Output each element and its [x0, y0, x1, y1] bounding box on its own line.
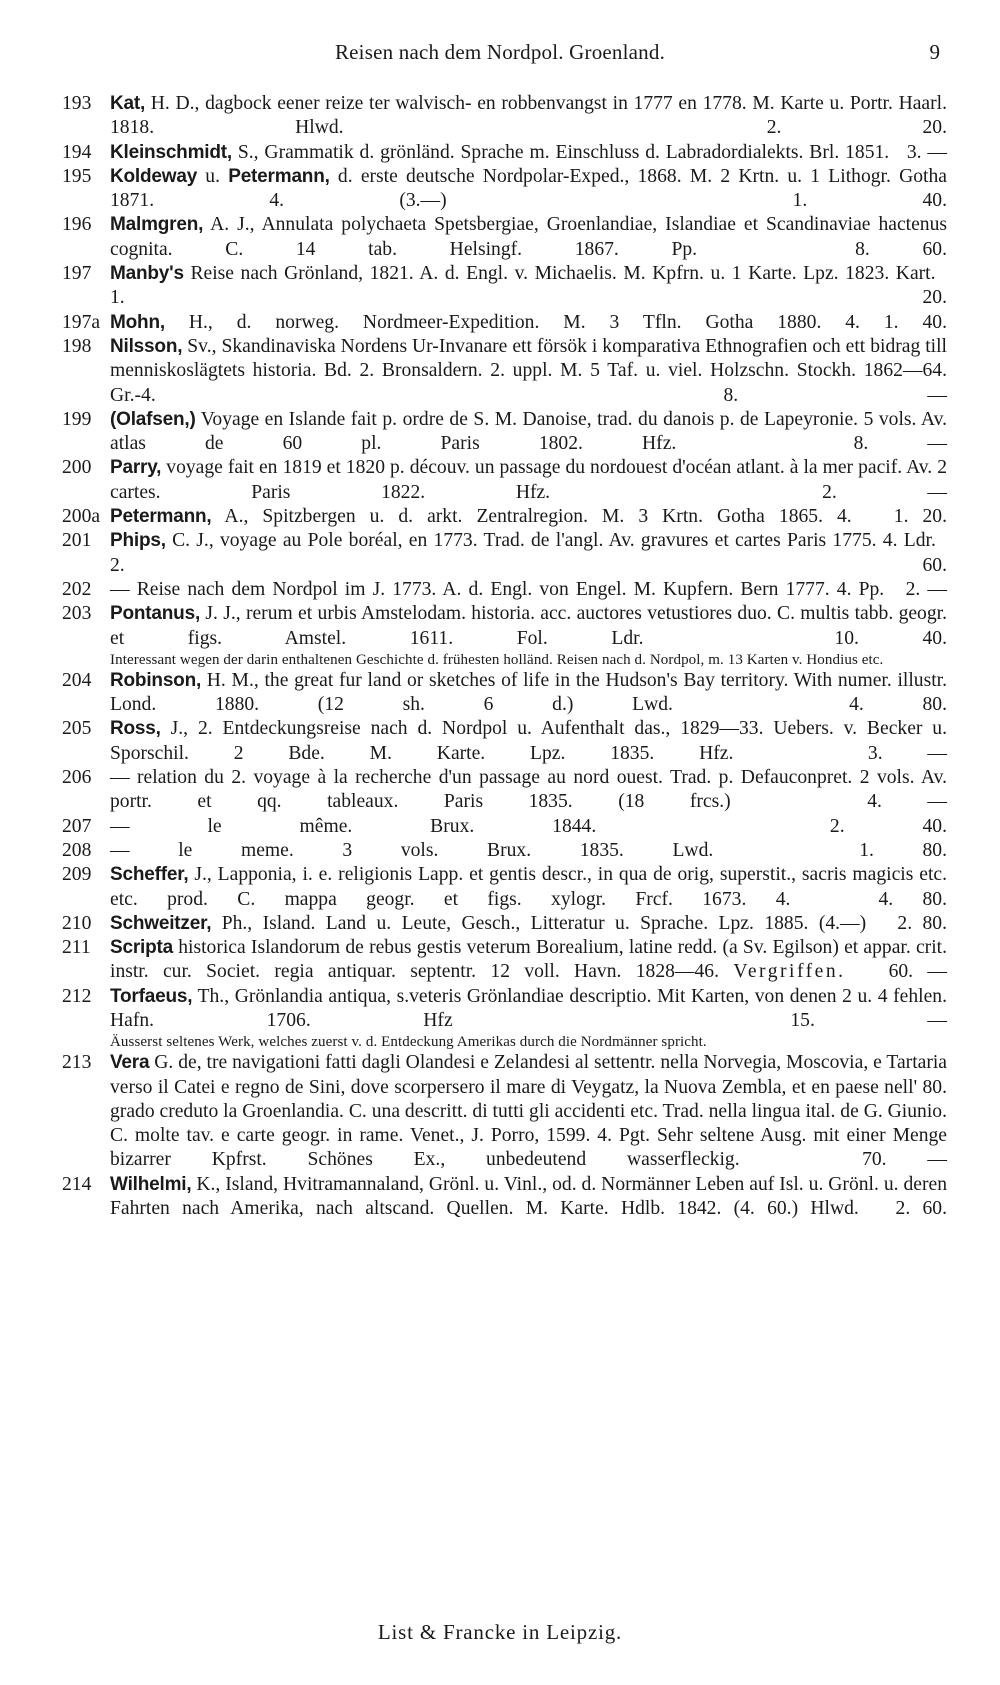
- author-name: (Olafsen,): [110, 408, 196, 430]
- entry-number: 196: [62, 214, 92, 236]
- entry-body: — le même. Brux. 1844.: [110, 815, 597, 837]
- author-name: Pontanus,: [110, 603, 201, 625]
- entry-body: H., d. norweg. Nordmeer-Expedition. M. 3 Tfln. Gotha 1880. 4. 1. 40.: [164, 311, 947, 333]
- entry-price: 3. —: [906, 141, 947, 163]
- catalog-entry: [62, 456, 947, 505]
- catalog-entry: [62, 213, 947, 262]
- entry-description: [110, 505, 947, 529]
- author-name: Phips,: [110, 530, 166, 552]
- entry-body: H. M., the great fur land or sketches of life in the Hudson's Bay territory. With numer. illustr. Lond. 1880. (12 sh. 6 d.) Lwd.: [110, 669, 947, 716]
- entry-description: [110, 936, 947, 985]
- entry-body: J. J., rerum et urbis Amstelodam. historia. acc. auctores vetustiores duo. C. multis tabb. geogr. et figs. Amstel. 1611. Fol. Ldr.: [110, 603, 947, 649]
- entry-description: [110, 1051, 947, 1172]
- catalog-entry: [62, 141, 947, 165]
- entry-body: Th., Grönlandia antiqua, s.veteris Grönlandiae descriptio. Mit Karten, von denen 2 u. 4 fehlen. Hafn. 1706. Hfz: [110, 985, 947, 1031]
- page-number: 9: [929, 40, 940, 64]
- catalog-entry: [62, 408, 947, 457]
- entry-number: 195: [62, 165, 92, 187]
- entry-price: 60. —: [888, 961, 947, 983]
- author-name: Manby's: [110, 263, 184, 285]
- catalog-entry: [62, 578, 947, 602]
- entry-number: 200: [62, 457, 92, 479]
- availability-note: Vergriffen.: [733, 961, 846, 983]
- entry-description: [110, 92, 947, 141]
- catalog-entry: [62, 92, 947, 141]
- author-name: Parry,: [110, 457, 162, 479]
- author-name: Robinson,: [110, 669, 202, 691]
- entry-body-continued: d. erste deutsche Nordpolar-Exped., 1868. M. 2 Krtn. u. 1 Lithogr. Gotha 1871. 4. (3.—): [110, 165, 947, 212]
- entry-description: [110, 213, 947, 262]
- catalog-entry: [62, 766, 947, 815]
- author-name: Scheffer,: [110, 864, 189, 886]
- catalog-entry: [62, 529, 947, 578]
- catalog-entry: [62, 815, 947, 839]
- entry-body: H. D., dagbock eener reize ter walvisch- en robbenvangst in 1777 en 1778. M. Karte u. Portr. Haarl. 1818. Hlwd.: [110, 93, 947, 139]
- author-name: Petermann,: [110, 506, 212, 528]
- author-name: Malmgren,: [110, 214, 204, 236]
- entry-number: 198: [62, 335, 92, 357]
- entry-body: — Reise nach dem Nordpol im J. 1773. A. d. Engl. von Engel. M. Kupfern. Bern 1777. 4. Pp.: [110, 578, 885, 600]
- page-title: Reisen nach dem Nordpol. Groenland.: [334, 40, 666, 64]
- entry-number: 206: [62, 767, 92, 789]
- author-name: Scripta: [110, 937, 174, 959]
- entry-description: [110, 912, 947, 936]
- entry-number: 194: [62, 141, 92, 163]
- catalog-entry: [62, 262, 947, 311]
- entry-body: S., Grammatik d. grönländ. Sprache m. Einschluss d. Labradordialekts. Brl. 1851.: [231, 141, 890, 163]
- author-name: Kat,: [110, 93, 146, 114]
- entry-number: 202: [62, 578, 92, 600]
- entry-number: 201: [62, 530, 92, 552]
- author-name: Koldeway: [110, 165, 198, 187]
- entry-body: J., Lapponia, i. e. religionis Lapp. et gentis descr., in qua de orig, superstit., sacris magicis etc. etc. prod. C. mappa geogr. et figs. xylogr. Frcf. 1673. 4.: [110, 864, 947, 910]
- author-name: Ross,: [110, 718, 161, 740]
- entry-description: [110, 335, 947, 408]
- entry-description: [110, 815, 947, 839]
- entry-description: [110, 165, 947, 214]
- author-name: Kleinschmidt,: [110, 141, 232, 163]
- catalog-entries: [62, 92, 947, 1221]
- author-name: Mohn,: [110, 311, 165, 333]
- catalog-entry: [62, 839, 947, 863]
- catalog-entry: [62, 602, 947, 651]
- entry-number: 197: [62, 263, 92, 285]
- entry-number: 211: [62, 937, 91, 959]
- catalog-entry: [62, 335, 947, 408]
- entry-price: 4. 80.: [849, 694, 947, 716]
- entry-price: 8. 60.: [855, 238, 947, 260]
- catalog-entry: [62, 863, 947, 912]
- entry-number: 213: [62, 1052, 92, 1074]
- entry-number: 207: [62, 815, 92, 837]
- catalog-entry: [62, 165, 947, 214]
- entry-number: 205: [62, 718, 92, 740]
- entry-price: 10. 40.: [834, 627, 948, 649]
- entry-note: Interessant wegen der darin enthaltenen Geschichte d. frühesten holländ. Reisen nach d. Nordpol, m. 13 Karten v. Hondius etc.: [110, 651, 884, 668]
- entry-body: — relation du 2. voyage à la recherche d'un passage au nord ouest. Trad. p. Defauconpret. 2 vols. Av. portr. et qq. tableaux. Paris 1835. (18 frcs.): [110, 767, 947, 813]
- entry-body: J., 2. Entdeckungsreise nach d. Nordpol u. Aufenthalt das., 1829—33. Uebers. v. Becker u. Sporschil. 2 Bde. M. Karte. Lpz. 1835. Hfz.: [110, 718, 947, 764]
- author-name: Vera: [110, 1052, 150, 1074]
- entry-description: [110, 1173, 947, 1222]
- entry-description: [110, 766, 947, 815]
- entry-description: [110, 602, 947, 651]
- entry-price: 15. —: [790, 1009, 947, 1031]
- entry-number: 193: [62, 93, 92, 114]
- entry-body: historica Islandorum de rebus gestis veterum Borealium, latine redd. (a Sv. Egilson) et appar. crit. instr. cur. Societ. regia antiquar. septentr. 12 voll. Havn. 1828—46.: [110, 937, 947, 983]
- entry-price: 2. —: [905, 578, 947, 600]
- entry-body: Ph., Island. Land u. Leute, Gesch., Litteratur u. Sprache. Lpz. 1885. (4.—): [211, 912, 867, 934]
- catalog-entry: [62, 505, 947, 529]
- entry-body: voyage fait en 1819 et 1820 p. découv. un passage du nordouest d'océan atlant. à la mer pacif. Av. 2 cartes. Paris 1822. Hfz.: [110, 457, 947, 503]
- entry-price: 2. —: [822, 481, 948, 503]
- entry-price: 4. —: [867, 791, 947, 813]
- entry-description: [110, 669, 947, 718]
- entry-body: A. J., Annulata polychaeta Spetsbergiae, Groenlandiae, Islandiae et Scandinaviae hactenus cognita. C. 14 tab. Helsingf. 1867. Pp.: [110, 214, 947, 260]
- entry-description: [110, 456, 947, 505]
- entry-price: 1. 80.: [859, 839, 948, 861]
- entry-price: 4. 80.: [878, 888, 948, 910]
- entry-note: Äusserst seltenes Werk, welches zuerst v. d. Entdeckung Amerikas durch die Nordmänner spricht.: [110, 1034, 707, 1051]
- entry-body: G. de, tre navigationi fatti dagli Olandesi e Zelandesi al settentr. nella Norvegia, Moscovia, e Tartaria verso il Catei e regno de Sini, dove scorpersero il mare di Veygatz, la Nuova Zembla, et en paese nell' 80. grado creduto la Groenlandia. C. una descritt. di tutti gli accidenti etc. Trad. nella lingua ital. de G. Giunio. C. molte tav. e carte geogr. in rame. Venet., J. Porro, 1599. 4. Pgt. Sehr seltene Ausg. mit einer Menge bizarrer Kpfrst. Schönes Ex., unbedeutend wasserfleckig.: [110, 1052, 947, 1171]
- entry-body: — le meme. 3 vols. Brux. 1835. Lwd.: [110, 839, 714, 861]
- entry-price: 1. 20.: [110, 287, 947, 309]
- entry-description: [110, 839, 947, 863]
- catalog-entry: [62, 912, 947, 936]
- author-name: Nilsson,: [110, 335, 183, 357]
- entry-number: 214: [62, 1173, 92, 1195]
- entry-number: 203: [62, 603, 92, 625]
- entry-number: 204: [62, 669, 92, 691]
- entry-price: 2. 60.: [110, 554, 947, 576]
- entry-price: 1. 20.: [893, 506, 947, 528]
- author-name: Torfaeus,: [110, 985, 193, 1007]
- entry-description: [110, 985, 947, 1034]
- entry-number: 209: [62, 864, 92, 886]
- entry-number: 212: [62, 985, 92, 1007]
- entry-number: 200a: [62, 506, 101, 528]
- entry-description: [110, 578, 947, 602]
- entry-number: 199: [62, 408, 92, 430]
- author-name: Wilhelmi,: [110, 1173, 192, 1195]
- entry-number: 197a: [62, 311, 101, 333]
- entry-number: 208: [62, 839, 92, 861]
- entry-price: 2. 60.: [895, 1198, 947, 1220]
- entry-body: A., Spitzbergen u. d. arkt. Zentralregion. M. 3 Krtn. Gotha 1865. 4.: [211, 506, 852, 528]
- entry-price: 3. —: [867, 742, 948, 764]
- entry-description: [110, 262, 947, 311]
- entry-description: [110, 529, 947, 578]
- catalog-entry: [62, 985, 947, 1034]
- entry-price: 8. —: [853, 433, 947, 455]
- entry-number: 210: [62, 912, 92, 934]
- entry-price: 70. —: [862, 1149, 947, 1171]
- author-name: Schweitzer,: [110, 912, 212, 934]
- catalog-entry: [62, 1051, 947, 1172]
- publisher-footer: List & Francke in Leipzig.: [377, 1620, 623, 1644]
- entry-price: 2. 40.: [829, 815, 947, 837]
- running-header: [60, 40, 940, 68]
- entry-description: [110, 311, 947, 335]
- entry-body: Reise nach Grönland, 1821. A. d. Engl. v. Michaelis. M. Kpfrn. u. 1 Karte. Lpz. 1823. Kart.: [183, 263, 936, 285]
- entry-body: Voyage en Islande fait p. ordre de S. M. Danoise, trad. du danois p. de Lapeyronie. 5 vols. Av. atlas de 60 pl. Paris 1802. Hfz.: [110, 408, 947, 455]
- entry-body: C. J., voyage au Pole boréal, en 1773. Trad. de l'angl. Av. gravures et cartes Paris 1775. 4. Ldr.: [165, 530, 936, 552]
- entry-price: 8. —: [723, 384, 948, 406]
- catalog-entry: [62, 936, 947, 985]
- entry-body: K., Island, Hvitramannaland, Grönl. u. Vinl., od. d. Normänner Leben auf Isl. u. Grönl. u. deren Fahrten nach Amerika, nach altscand. Quellen. M. Karte. Hdlb. 1842. (4. 60.) Hlwd.: [110, 1173, 947, 1220]
- entry-body: u.: [197, 165, 229, 187]
- entry-description: [110, 141, 947, 165]
- entry-price: 2. 80.: [897, 912, 947, 934]
- entry-price: 1. 40.: [792, 190, 947, 212]
- entry-body: Sv., Skandinaviska Nordens Ur-Invanare ett försök i komparativa Ethnografien och ett bidrag till menniskoslägtets historia. Bd. 2. Bronsaldern. 2. uppl. M. 5 Taf. u. viel. Holzschn. Stockh. 1862—64. Gr.-4.: [110, 335, 947, 406]
- entry-description: [110, 408, 947, 457]
- catalog-entry: [62, 669, 947, 718]
- entry-price: 2. 20.: [766, 117, 947, 139]
- catalog-entry: [62, 311, 947, 335]
- entry-description: [110, 717, 947, 766]
- coauthor-name: Petermann,: [228, 165, 330, 187]
- catalog-entry: [62, 717, 947, 766]
- entry-description: [110, 863, 947, 912]
- catalog-entry: [62, 1173, 947, 1222]
